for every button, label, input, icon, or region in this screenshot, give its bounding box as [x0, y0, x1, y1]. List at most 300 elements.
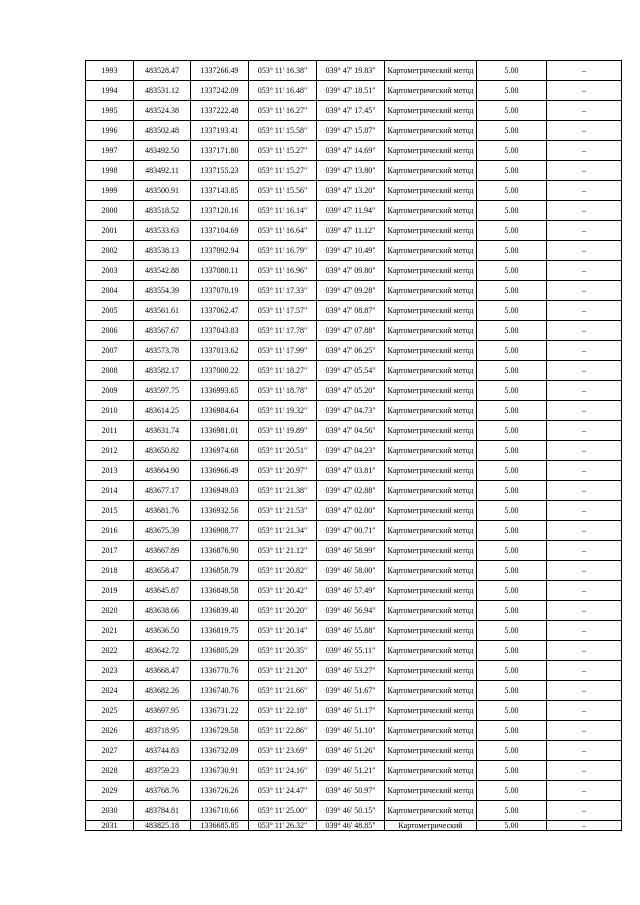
- point-number-cell: 2030: [86, 801, 134, 821]
- description-cell: –: [547, 241, 622, 261]
- precision-cell: 5.00: [477, 621, 547, 641]
- x-coordinate-cell: 483759.23: [134, 761, 191, 781]
- table-row: [86, 301, 622, 321]
- latitude-cell: 053° 11' 22.86": [249, 721, 317, 741]
- description-cell: –: [547, 181, 622, 201]
- table-row: [86, 381, 622, 401]
- table-row: [86, 521, 622, 541]
- y-coordinate-cell: 1336858.79: [191, 561, 249, 581]
- latitude-cell: 053° 11' 21.12": [249, 541, 317, 561]
- table-row: [86, 561, 622, 581]
- point-number-cell: 1993: [86, 61, 134, 81]
- table-row: [86, 641, 622, 661]
- longitude-cell: 039° 46' 51.67": [317, 681, 385, 701]
- description-cell: –: [547, 461, 622, 481]
- table-row: [86, 341, 622, 361]
- y-coordinate-cell: 1336819.75: [191, 621, 249, 641]
- longitude-cell: 039° 46' 55.11": [317, 641, 385, 661]
- method-cell: Картометрический метод: [385, 341, 477, 361]
- y-coordinate-cell: 1336740.76: [191, 681, 249, 701]
- precision-cell: 5.00: [477, 201, 547, 221]
- point-number-cell: 2014: [86, 481, 134, 501]
- precision-cell: 5.00: [477, 401, 547, 421]
- method-cell: Картометрический метод: [385, 621, 477, 641]
- latitude-cell: 053° 11' 15.27": [249, 141, 317, 161]
- point-number-cell: 2000: [86, 201, 134, 221]
- y-coordinate-cell: 1336805.29: [191, 641, 249, 661]
- point-number-cell: 2023: [86, 661, 134, 681]
- precision-cell: 5.00: [477, 521, 547, 541]
- longitude-cell: 039° 47' 03.81": [317, 461, 385, 481]
- precision-cell: 5.00: [477, 501, 547, 521]
- x-coordinate-cell: 483614.25: [134, 401, 191, 421]
- longitude-cell: 039° 47' 04.23": [317, 441, 385, 461]
- precision-cell: 5.00: [477, 641, 547, 661]
- longitude-cell: 039° 47' 08.87": [317, 301, 385, 321]
- latitude-cell: 053° 11' 20.20": [249, 601, 317, 621]
- description-cell: –: [547, 561, 622, 581]
- table-row: [86, 141, 622, 161]
- point-number-cell: 1996: [86, 121, 134, 141]
- latitude-cell: 053° 11' 21.66": [249, 681, 317, 701]
- precision-cell: 5.00: [477, 781, 547, 801]
- description-cell: –: [547, 401, 622, 421]
- y-coordinate-cell: 1336730.91: [191, 761, 249, 781]
- table-row: [86, 761, 622, 781]
- point-number-cell: 2006: [86, 321, 134, 341]
- table-row: [86, 721, 622, 741]
- y-coordinate-cell: 1337266.49: [191, 61, 249, 81]
- description-cell: –: [547, 321, 622, 341]
- latitude-cell: 053° 11' 21.38": [249, 481, 317, 501]
- latitude-cell: 053° 11' 20.51": [249, 441, 317, 461]
- longitude-cell: 039° 47' 06.25": [317, 341, 385, 361]
- description-cell: –: [547, 481, 622, 501]
- longitude-cell: 039° 46' 57.49": [317, 581, 385, 601]
- precision-cell: 5.00: [477, 121, 547, 141]
- x-coordinate-cell: 483664.90: [134, 461, 191, 481]
- longitude-cell: 039° 47' 02.88": [317, 481, 385, 501]
- description-cell: –: [547, 621, 622, 641]
- description-cell: –: [547, 301, 622, 321]
- table-row: [86, 161, 622, 181]
- description-cell: –: [547, 201, 622, 221]
- point-number-cell: 2010: [86, 401, 134, 421]
- y-coordinate-cell: 1336710.66: [191, 801, 249, 821]
- latitude-cell: 053° 11' 21.53": [249, 501, 317, 521]
- x-coordinate-cell: 483650.82: [134, 441, 191, 461]
- point-number-cell: 2019: [86, 581, 134, 601]
- latitude-cell: 053° 11' 22.18": [249, 701, 317, 721]
- precision-cell: 5.00: [477, 541, 547, 561]
- precision-cell: 5.00: [477, 81, 547, 101]
- point-number-cell: 2029: [86, 781, 134, 801]
- table-row: [86, 421, 622, 441]
- x-coordinate-cell: 483582.17: [134, 361, 191, 381]
- point-number-cell: 2025: [86, 701, 134, 721]
- method-cell: Картометрический метод: [385, 461, 477, 481]
- table-row: [86, 461, 622, 481]
- latitude-cell: 053° 11' 16.14": [249, 201, 317, 221]
- precision-cell: 5.00: [477, 581, 547, 601]
- x-coordinate-cell: 483524.38: [134, 101, 191, 121]
- description-cell: –: [547, 121, 622, 141]
- precision-cell: 5.00: [477, 461, 547, 481]
- x-coordinate-cell: 483667.89: [134, 541, 191, 561]
- y-coordinate-cell: 1337043.83: [191, 321, 249, 341]
- point-number-cell: 2013: [86, 461, 134, 481]
- method-cell: Картометрический метод: [385, 581, 477, 601]
- precision-cell: 5.00: [477, 761, 547, 781]
- longitude-cell: 039° 47' 10.49": [317, 241, 385, 261]
- method-cell: Картометрический метод: [385, 721, 477, 741]
- x-coordinate-cell: 483533.63: [134, 221, 191, 241]
- table-row: [86, 321, 622, 341]
- method-cell: Картометрический метод: [385, 121, 477, 141]
- longitude-cell: 039° 47' 15.87": [317, 121, 385, 141]
- table-row: [86, 781, 622, 801]
- method-cell: Картометрический метод: [385, 61, 477, 81]
- latitude-cell: 053° 11' 18.78": [249, 381, 317, 401]
- point-number-cell: 2001: [86, 221, 134, 241]
- method-cell: Картометрический метод: [385, 281, 477, 301]
- longitude-cell: 039° 47' 09.28": [317, 281, 385, 301]
- description-cell: –: [547, 141, 622, 161]
- description-cell: –: [547, 281, 622, 301]
- precision-cell: 5.00: [477, 301, 547, 321]
- description-cell: –: [547, 381, 622, 401]
- precision-cell: 5.00: [477, 381, 547, 401]
- method-cell: Картометрический метод: [385, 561, 477, 581]
- longitude-cell: 039° 47' 17.45": [317, 101, 385, 121]
- table-row: [86, 801, 622, 821]
- method-cell: Картометрический: [385, 821, 477, 831]
- method-cell: Картометрический метод: [385, 141, 477, 161]
- method-cell: Картометрический метод: [385, 521, 477, 541]
- method-cell: Картометрический метод: [385, 241, 477, 261]
- table-row: [86, 541, 622, 561]
- x-coordinate-cell: 483542.88: [134, 261, 191, 281]
- method-cell: Картометрический метод: [385, 701, 477, 721]
- y-coordinate-cell: 1337000.22: [191, 361, 249, 381]
- x-coordinate-cell: 483631.74: [134, 421, 191, 441]
- latitude-cell: 053° 11' 17.33": [249, 281, 317, 301]
- latitude-cell: 053° 11' 16.96": [249, 261, 317, 281]
- x-coordinate-cell: 483573.78: [134, 341, 191, 361]
- latitude-cell: 053° 11' 15.56": [249, 181, 317, 201]
- table-row: [86, 401, 622, 421]
- point-number-cell: 2008: [86, 361, 134, 381]
- description-cell: –: [547, 161, 622, 181]
- longitude-cell: 039° 47' 04.73": [317, 401, 385, 421]
- longitude-cell: 039° 46' 51.10": [317, 721, 385, 741]
- x-coordinate-cell: 483636.50: [134, 621, 191, 641]
- precision-cell: 5.00: [477, 421, 547, 441]
- point-number-cell: 2031: [86, 821, 134, 831]
- precision-cell: 5.00: [477, 741, 547, 761]
- longitude-cell: 039° 47' 02.00": [317, 501, 385, 521]
- precision-cell: 5.00: [477, 441, 547, 461]
- precision-cell: 5.00: [477, 361, 547, 381]
- y-coordinate-cell: 1336685.85: [191, 821, 249, 831]
- y-coordinate-cell: 1337092.94: [191, 241, 249, 261]
- latitude-cell: 053° 11' 20.14": [249, 621, 317, 641]
- x-coordinate-cell: 483492.50: [134, 141, 191, 161]
- y-coordinate-cell: 1336974.68: [191, 441, 249, 461]
- y-coordinate-cell: 1336932.56: [191, 501, 249, 521]
- table-row: [86, 121, 622, 141]
- x-coordinate-cell: 483638.66: [134, 601, 191, 621]
- y-coordinate-cell: 1337143.85: [191, 181, 249, 201]
- description-cell: –: [547, 361, 622, 381]
- method-cell: Картометрический метод: [385, 601, 477, 621]
- point-number-cell: 1998: [86, 161, 134, 181]
- precision-cell: 5.00: [477, 221, 547, 241]
- longitude-cell: 039° 46' 58.00": [317, 561, 385, 581]
- table-row: [86, 261, 622, 281]
- table-row: [86, 101, 622, 121]
- x-coordinate-cell: 483677.17: [134, 481, 191, 501]
- point-number-cell: 2016: [86, 521, 134, 541]
- method-cell: Картометрический метод: [385, 381, 477, 401]
- y-coordinate-cell: 1336770.76: [191, 661, 249, 681]
- y-coordinate-cell: 1336908.77: [191, 521, 249, 541]
- latitude-cell: 053° 11' 20.42": [249, 581, 317, 601]
- latitude-cell: 053° 11' 21.34": [249, 521, 317, 541]
- point-number-cell: 2004: [86, 281, 134, 301]
- table-row: [86, 281, 622, 301]
- x-coordinate-cell: 483597.75: [134, 381, 191, 401]
- longitude-cell: 039° 47' 14.69": [317, 141, 385, 161]
- point-number-cell: 2015: [86, 501, 134, 521]
- latitude-cell: 053° 11' 26.32": [249, 821, 317, 831]
- latitude-cell: 053° 11' 15.27": [249, 161, 317, 181]
- point-number-cell: 2017: [86, 541, 134, 561]
- latitude-cell: 053° 11' 17.78": [249, 321, 317, 341]
- precision-cell: 5.00: [477, 161, 547, 181]
- latitude-cell: 053° 11' 25.00": [249, 801, 317, 821]
- precision-cell: 5.00: [477, 281, 547, 301]
- latitude-cell: 053° 11' 17.57": [249, 301, 317, 321]
- y-coordinate-cell: 1336732.09: [191, 741, 249, 761]
- longitude-cell: 039° 46' 50.97": [317, 781, 385, 801]
- latitude-cell: 053° 11' 20.82": [249, 561, 317, 581]
- x-coordinate-cell: 483718.95: [134, 721, 191, 741]
- description-cell: –: [547, 661, 622, 681]
- longitude-cell: 039° 46' 58.99": [317, 541, 385, 561]
- longitude-cell: 039° 46' 51.17": [317, 701, 385, 721]
- method-cell: Картометрический метод: [385, 361, 477, 381]
- description-cell: –: [547, 261, 622, 281]
- longitude-cell: 039° 46' 50.15": [317, 801, 385, 821]
- precision-cell: 5.00: [477, 821, 547, 831]
- longitude-cell: 039° 46' 51.26": [317, 741, 385, 761]
- latitude-cell: 053° 11' 20.97": [249, 461, 317, 481]
- table-row: [86, 441, 622, 461]
- description-cell: –: [547, 421, 622, 441]
- description-cell: –: [547, 441, 622, 461]
- longitude-cell: 039° 47' 11.12": [317, 221, 385, 241]
- method-cell: Картометрический метод: [385, 101, 477, 121]
- table-row: [86, 581, 622, 601]
- latitude-cell: 053° 11' 24.16": [249, 761, 317, 781]
- y-coordinate-cell: 1336726.26: [191, 781, 249, 801]
- table-row: [86, 741, 622, 761]
- precision-cell: 5.00: [477, 681, 547, 701]
- point-number-cell: 2024: [86, 681, 134, 701]
- description-cell: –: [547, 801, 622, 821]
- y-coordinate-cell: 1337171.80: [191, 141, 249, 161]
- latitude-cell: 053° 11' 21.20": [249, 661, 317, 681]
- point-number-cell: 2003: [86, 261, 134, 281]
- latitude-cell: 053° 11' 19.89": [249, 421, 317, 441]
- longitude-cell: 039° 47' 05.20": [317, 381, 385, 401]
- description-cell: –: [547, 101, 622, 121]
- point-number-cell: 2011: [86, 421, 134, 441]
- x-coordinate-cell: 483645.87: [134, 581, 191, 601]
- precision-cell: 5.00: [477, 721, 547, 741]
- description-cell: –: [547, 341, 622, 361]
- latitude-cell: 053° 11' 16.27": [249, 101, 317, 121]
- latitude-cell: 053° 11' 16.64": [249, 221, 317, 241]
- latitude-cell: 053° 11' 16.79": [249, 241, 317, 261]
- y-coordinate-cell: 1337062.47: [191, 301, 249, 321]
- method-cell: Картометрический метод: [385, 781, 477, 801]
- y-coordinate-cell: 1337155.23: [191, 161, 249, 181]
- point-number-cell: 1994: [86, 81, 134, 101]
- coordinates-table: [85, 60, 622, 831]
- y-coordinate-cell: 1337193.41: [191, 121, 249, 141]
- y-coordinate-cell: 1336966.49: [191, 461, 249, 481]
- x-coordinate-cell: 483682.26: [134, 681, 191, 701]
- x-coordinate-cell: 483675.39: [134, 521, 191, 541]
- precision-cell: 5.00: [477, 601, 547, 621]
- x-coordinate-cell: 483697.95: [134, 701, 191, 721]
- method-cell: Картометрический метод: [385, 541, 477, 561]
- precision-cell: 5.00: [477, 701, 547, 721]
- precision-cell: 5.00: [477, 241, 547, 261]
- point-number-cell: 1995: [86, 101, 134, 121]
- point-number-cell: 2022: [86, 641, 134, 661]
- method-cell: Картометрический метод: [385, 681, 477, 701]
- x-coordinate-cell: 483681.76: [134, 501, 191, 521]
- precision-cell: 5.00: [477, 101, 547, 121]
- table-row: [86, 241, 622, 261]
- description-cell: –: [547, 761, 622, 781]
- method-cell: Картометрический метод: [385, 301, 477, 321]
- method-cell: Картометрический метод: [385, 421, 477, 441]
- longitude-cell: 039° 46' 51.21": [317, 761, 385, 781]
- precision-cell: 5.00: [477, 481, 547, 501]
- method-cell: Картометрический метод: [385, 201, 477, 221]
- table-row: [86, 361, 622, 381]
- latitude-cell: 053° 11' 19.32": [249, 401, 317, 421]
- method-cell: Картометрический метод: [385, 481, 477, 501]
- point-number-cell: 2005: [86, 301, 134, 321]
- longitude-cell: 039° 46' 48.85": [317, 821, 385, 831]
- method-cell: Картометрический метод: [385, 761, 477, 781]
- document-page: [85, 60, 621, 831]
- method-cell: Картометрический метод: [385, 501, 477, 521]
- table-row: [86, 821, 622, 831]
- longitude-cell: 039° 47' 00.71": [317, 521, 385, 541]
- longitude-cell: 039° 47' 04.56": [317, 421, 385, 441]
- longitude-cell: 039° 46' 53.27": [317, 661, 385, 681]
- longitude-cell: 039° 46' 55.88": [317, 621, 385, 641]
- y-coordinate-cell: 1336993.65: [191, 381, 249, 401]
- point-number-cell: 2021: [86, 621, 134, 641]
- y-coordinate-cell: 1337242.09: [191, 81, 249, 101]
- precision-cell: 5.00: [477, 661, 547, 681]
- precision-cell: 5.00: [477, 141, 547, 161]
- method-cell: Картометрический метод: [385, 321, 477, 341]
- x-coordinate-cell: 483561.61: [134, 301, 191, 321]
- method-cell: Картометрический метод: [385, 441, 477, 461]
- x-coordinate-cell: 483567.67: [134, 321, 191, 341]
- longitude-cell: 039° 47' 09.80": [317, 261, 385, 281]
- precision-cell: 5.00: [477, 61, 547, 81]
- latitude-cell: 053° 11' 17.99": [249, 341, 317, 361]
- description-cell: –: [547, 681, 622, 701]
- latitude-cell: 053° 11' 15.58": [249, 121, 317, 141]
- description-cell: –: [547, 701, 622, 721]
- description-cell: –: [547, 521, 622, 541]
- y-coordinate-cell: 1336984.64: [191, 401, 249, 421]
- method-cell: Картометрический метод: [385, 181, 477, 201]
- table-row: [86, 61, 622, 81]
- point-number-cell: 2012: [86, 441, 134, 461]
- table-row: [86, 701, 622, 721]
- latitude-cell: 053° 11' 16.48": [249, 81, 317, 101]
- table-row: [86, 221, 622, 241]
- x-coordinate-cell: 483744.83: [134, 741, 191, 761]
- point-number-cell: 1999: [86, 181, 134, 201]
- description-cell: –: [547, 781, 622, 801]
- x-coordinate-cell: 483528.47: [134, 61, 191, 81]
- point-number-cell: 2009: [86, 381, 134, 401]
- x-coordinate-cell: 483518.52: [134, 201, 191, 221]
- y-coordinate-cell: 1336981.01: [191, 421, 249, 441]
- longitude-cell: 039° 47' 19.83": [317, 61, 385, 81]
- y-coordinate-cell: 1337222.48: [191, 101, 249, 121]
- description-cell: –: [547, 81, 622, 101]
- y-coordinate-cell: 1336849.58: [191, 581, 249, 601]
- point-number-cell: 2007: [86, 341, 134, 361]
- x-coordinate-cell: 483668.47: [134, 661, 191, 681]
- y-coordinate-cell: 1336731.22: [191, 701, 249, 721]
- latitude-cell: 053° 11' 16.38": [249, 61, 317, 81]
- point-number-cell: 1997: [86, 141, 134, 161]
- x-coordinate-cell: 483825.18: [134, 821, 191, 831]
- description-cell: –: [547, 61, 622, 81]
- table-row: [86, 661, 622, 681]
- description-cell: –: [547, 581, 622, 601]
- point-number-cell: 2002: [86, 241, 134, 261]
- table-row: [86, 81, 622, 101]
- table-row: [86, 501, 622, 521]
- precision-cell: 5.00: [477, 261, 547, 281]
- x-coordinate-cell: 483768.76: [134, 781, 191, 801]
- method-cell: Картометрический метод: [385, 641, 477, 661]
- method-cell: Картометрический метод: [385, 81, 477, 101]
- method-cell: Картометрический метод: [385, 161, 477, 181]
- table-body: [86, 61, 622, 831]
- method-cell: Картометрический метод: [385, 801, 477, 821]
- x-coordinate-cell: 483554.39: [134, 281, 191, 301]
- longitude-cell: 039° 47' 13.80": [317, 161, 385, 181]
- table-row: [86, 481, 622, 501]
- longitude-cell: 039° 47' 05.54": [317, 361, 385, 381]
